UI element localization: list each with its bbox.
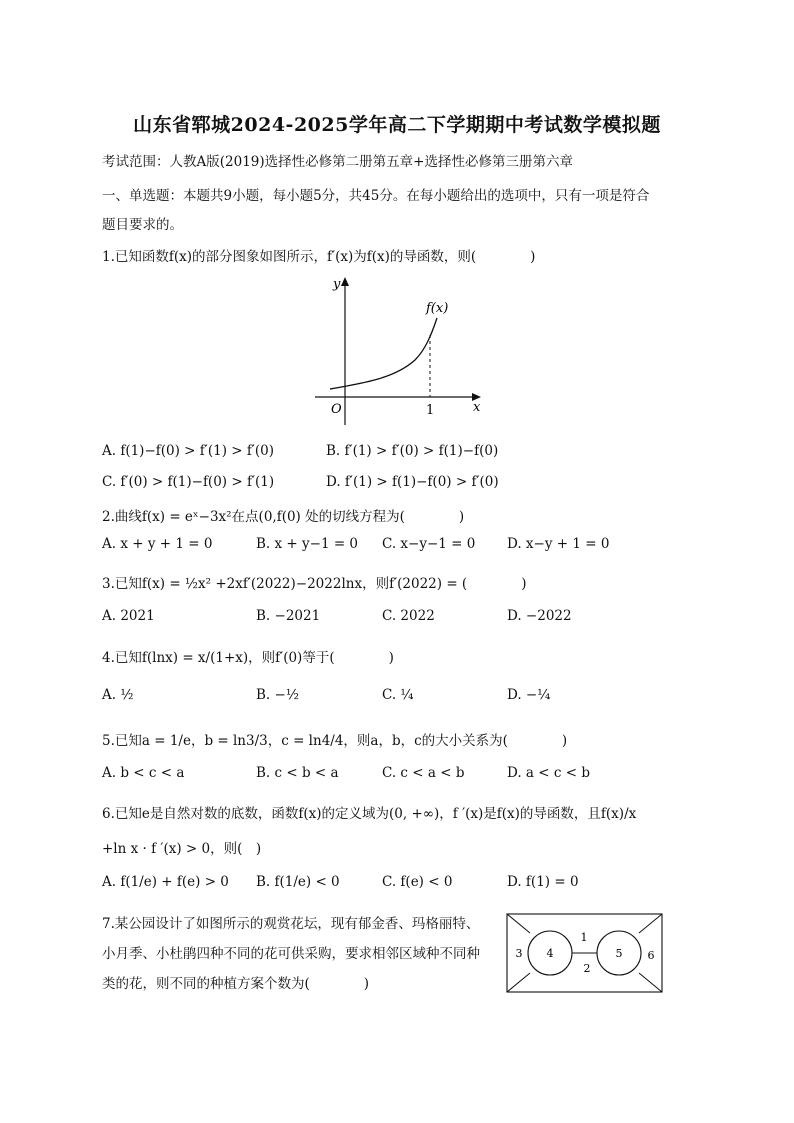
corner-line [639, 914, 662, 933]
option-a: A. 2021 [102, 608, 155, 624]
question-1-options-row1 [102, 443, 702, 463]
question-3-stem: 3.已知f(x) = ½x² +2xf′(2022)−2022lnx，则f′(2022) = ( ) [102, 576, 527, 592]
option-b: B. c < b < a [256, 765, 339, 781]
option-d: D. −2022 [507, 608, 572, 624]
corner-line [507, 914, 530, 933]
question-4-stem: 4.已知f(lnx) = x/(1+x)，则f′(0)等于( ) [102, 650, 394, 666]
exam-scope: 考试范围：人教A版(2019)选择性必修第二册第五章+选择性必修第三册第六章 [102, 154, 573, 170]
section-heading-line2: 题目要求的。 [102, 217, 183, 233]
option-b: B. x + y−1 = 0 [256, 536, 359, 552]
question-6-options [102, 874, 702, 894]
option-c: C. 2022 [382, 608, 435, 624]
question-4-options [102, 687, 702, 707]
y-axis-arrow [341, 277, 349, 286]
page-title: 山东省郓城2024-2025学年高二下学期期中考试数学模拟题 [133, 114, 661, 136]
corner-line [507, 973, 530, 992]
region-2-label: 2 [583, 962, 591, 975]
question-3-options [102, 608, 702, 628]
option-c: C. c < a < b [382, 765, 465, 781]
region-6-label: 6 [647, 949, 655, 962]
question-2-stem: 2.曲线f(x) = eˣ−3x²在点(0,f(0) 处的切线方程为( ) [102, 509, 465, 525]
y-axis-label: y [333, 277, 341, 292]
option-a: A. x + y + 1 = 0 [102, 536, 213, 552]
option-d: D. f′(1) > f(1)−f(0) > f′(0) [326, 474, 499, 490]
option-b: B. −½ [256, 687, 299, 703]
curve-label: f(x) [426, 301, 449, 316]
question-5-options [102, 765, 702, 785]
option-a: A. ½ [102, 687, 134, 703]
question-7-line1: 7.某公园设计了如图所示的观赏花坛，现有郁金香、玛格丽特、 [102, 916, 480, 932]
question-2-options [102, 536, 702, 556]
option-c: C. f′(0) > f(1)−f(0) > f′(1) [102, 474, 275, 490]
x-axis-label: x [473, 400, 481, 415]
question-5-stem: 5.已知a = 1/e，b = ln3/3，c = ln4/4，则a，b，c的大小关系为( ) [102, 733, 568, 749]
option-c: C. x−y−1 = 0 [382, 536, 476, 552]
option-a: A. b < c < a [102, 765, 185, 781]
option-d: D. x−y + 1 = 0 [507, 536, 610, 552]
question-6-stem-line1: 6.已知e是自然对数的底数，函数f(x)的定义域为(0, +∞)，f ′(x)是f(x)的导函数，且f(x)/x [102, 806, 637, 822]
option-c: C. ¼ [382, 687, 414, 703]
option-d: D. −¼ [507, 687, 551, 703]
corner-line [639, 973, 662, 992]
question-6-stem-line2: +ln x · f ′(x) > 0，则( ) [102, 841, 262, 857]
region-3-label: 3 [515, 947, 523, 960]
question-7-line2: 小月季、小杜鹃四种不同的花可供采购，要求相邻区域种不同种 [102, 946, 480, 962]
question-1-options-row2 [102, 474, 702, 494]
option-c: C. f(e) < 0 [382, 874, 453, 890]
question-1-stem: 1.已知函数f(x)的部分图象如图所示，f′(x)为f(x)的导函数，则( ) [102, 249, 536, 265]
region-4-label: 4 [546, 947, 554, 960]
origin-label: O [331, 402, 342, 417]
flower-bed-diagram [505, 912, 665, 994]
region-5-label: 5 [615, 947, 623, 960]
option-a: A. f(1/e) + f(e) > 0 [102, 874, 229, 890]
question-1-graph [305, 270, 495, 430]
region-1-label: 1 [580, 931, 588, 944]
function-curve [330, 318, 437, 389]
section-heading-line1: 一、单选题：本题共9小题，每小题5分，共45分。在每小题给出的选项中，只有一项是符合 [102, 188, 650, 204]
option-b: B. −2021 [256, 608, 321, 624]
option-d: D. f(1) = 0 [507, 874, 579, 890]
option-b: B. f(1/e) < 0 [256, 874, 340, 890]
option-a: A. f(1)−f(0) > f′(1) > f′(0) [102, 443, 275, 459]
question-7-line3: 类的花，则不同的种植方案个数为( ) [102, 976, 370, 992]
option-b: B. f′(1) > f′(0) > f(1)−f(0) [326, 443, 499, 459]
option-d: D. a < c < b [507, 765, 590, 781]
x-tick-label: 1 [426, 403, 435, 418]
